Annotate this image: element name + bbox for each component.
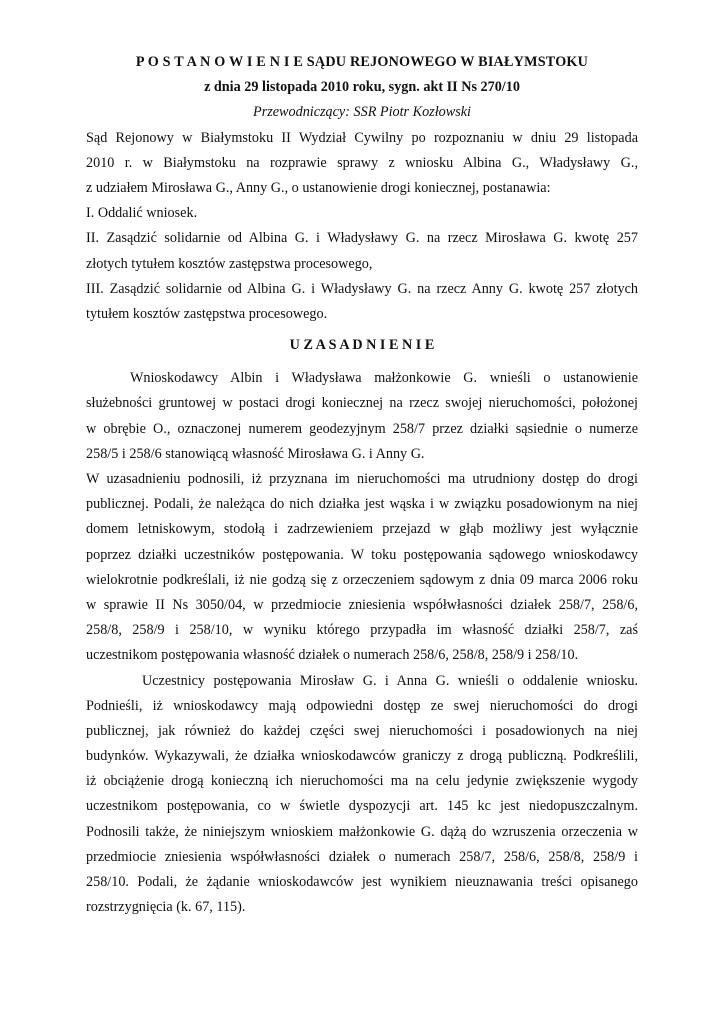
text-line: Wnioskodawcy Albin i Władysława małżonkowie G. wnieśli o ustanowienie xyxy=(130,370,638,387)
ruling-point-3 xyxy=(86,277,638,327)
text-line: wielokrotnie podkreślali, iż nie godzą się z orzeczeniem sądowym z dnia 09 marca 2006 roku xyxy=(86,571,638,588)
ruling-point-2 xyxy=(86,226,638,276)
text-line: poprzez działki uczestników postępowania. W toku postępowania sądowego wnioskodawcy xyxy=(86,546,638,563)
text-line: Podnosili także, że niniejszym wnioskiem małżonkowie G. dążą do wzruszenia orzeczenia w xyxy=(86,823,638,840)
text-line: z udziałem Mirosława G., Anny G., o ustanowienie drogi koniecznej, postanawia: xyxy=(86,179,551,196)
text-line: służebności gruntowej w postaci drogi koniecznej na rzecz swojej nieruchomości, położonej xyxy=(86,395,638,412)
text-line: W uzasadnieniu podnosili, iż przyznana im nieruchomości ma utrudniony dostęp do drogi xyxy=(86,471,638,487)
text-line: przedmiocie zniesienia współwłasności działek o numerach 258/7, 258/6, 258/8, 258/9 i xyxy=(86,848,638,865)
ruling-point-1 xyxy=(86,201,638,226)
justification-heading: U Z A S A D N I E N I E xyxy=(289,337,435,354)
text-line: w sprawie II Ns 3050/04, w przedmiocie zniesienia współwłasności działek 258/7, 258/6, xyxy=(86,596,638,613)
text-line: 258/10. Podali, że żądanie wnioskodawców jest wynikiem nieuznawania treści opisanego xyxy=(86,874,638,890)
presiding-judge: Przewodniczący: SSR Piotr Kozłowski xyxy=(253,104,471,121)
text-line: I. Oddalić wniosek. xyxy=(86,205,198,222)
text-line: budynków. Wykazywali, że działka wnioskodawców graniczy z drogą publiczną. Podkreślili, xyxy=(86,748,638,765)
justification-paragraph-3 xyxy=(86,669,638,921)
text-line: uczestnikom postępowania, co w świetle dyspozycji art. 145 kc jest niedopuszczalnym. xyxy=(86,798,638,815)
text-line: Uczestnicy postępowania Mirosław G. i Anna G. wnieśli o oddalenie wniosku. xyxy=(142,672,638,689)
text-line: uczestnikom postępowania własność działek o numerach 258/6, 258/8, 258/9 i 258/10. xyxy=(86,647,579,664)
text-line: rozstrzygnięcia (k. 67, 115). xyxy=(86,899,246,916)
text-line: 258/8, 258/9 i 258/10, w wyniku którego przypadła im własność działki 258/7, zaś xyxy=(86,622,638,639)
text-line: w obrębie O., oznaczonej numerem geodezyjnym 258/7 przez działki sąsiednie o numerze xyxy=(86,420,638,437)
text-line: publicznej, jak również do każdej części swej nieruchomości i posadowionych na niej xyxy=(86,722,638,739)
text-line: domem letniskowym, stodołą i zadrzewieniem przejazd w głąb możliwy jest wyłącznie xyxy=(86,521,638,538)
text-line: Podnieśli, iż wnioskodawcy mają odpowiedni dostęp ze swej nieruchomości do drogi xyxy=(86,697,638,714)
text-line: tytułem kosztów zastępstwa procesowego. xyxy=(86,305,328,322)
justification-paragraph-1 xyxy=(86,366,638,467)
text-line: Sąd Rejonowy w Białymstoku II Wydział Cywilny po rozpoznaniu w dniu 29 listopada xyxy=(86,129,638,146)
text-line: III. Zasądzić solidarnie od Albina G. i Władysławy G. na rzecz Anny G. kwotę 257 złotych xyxy=(86,280,638,297)
justification-paragraph-2 xyxy=(86,467,638,669)
text-line: II. Zasądzić solidarnie od Albina G. i Władysławy G. na rzecz Mirosława G. kwotę 257 xyxy=(86,230,638,247)
date-and-case-number: z dnia 29 listopada 2010 roku, sygn. akt II Ns 270/10 xyxy=(204,79,520,96)
document-page xyxy=(86,50,638,920)
text-line: publicznej. Podali, że należąca do nich działka jest wąska i w związku posadowionym na niej xyxy=(86,496,638,513)
text-line: złotych tytułem kosztów zastępstwa procesowego, xyxy=(86,255,373,272)
document-title: P O S T A N O W I E N I E SĄDU REJONOWEGO W BIAŁYMSTOKU xyxy=(135,54,589,70)
ruling-intro xyxy=(86,126,638,202)
text-line: 2010 r. w Białymstoku na rozprawie sprawy z wniosku Albina G., Władysławy G., xyxy=(86,154,638,171)
text-line: 258/5 i 258/6 stanowiącą własność Mirosława G. i Anny G. xyxy=(86,445,425,462)
text-line: iż obciążenie drogą konieczną ich nieruchomości ma na celu jedynie zwiększenie wygody xyxy=(86,773,638,790)
